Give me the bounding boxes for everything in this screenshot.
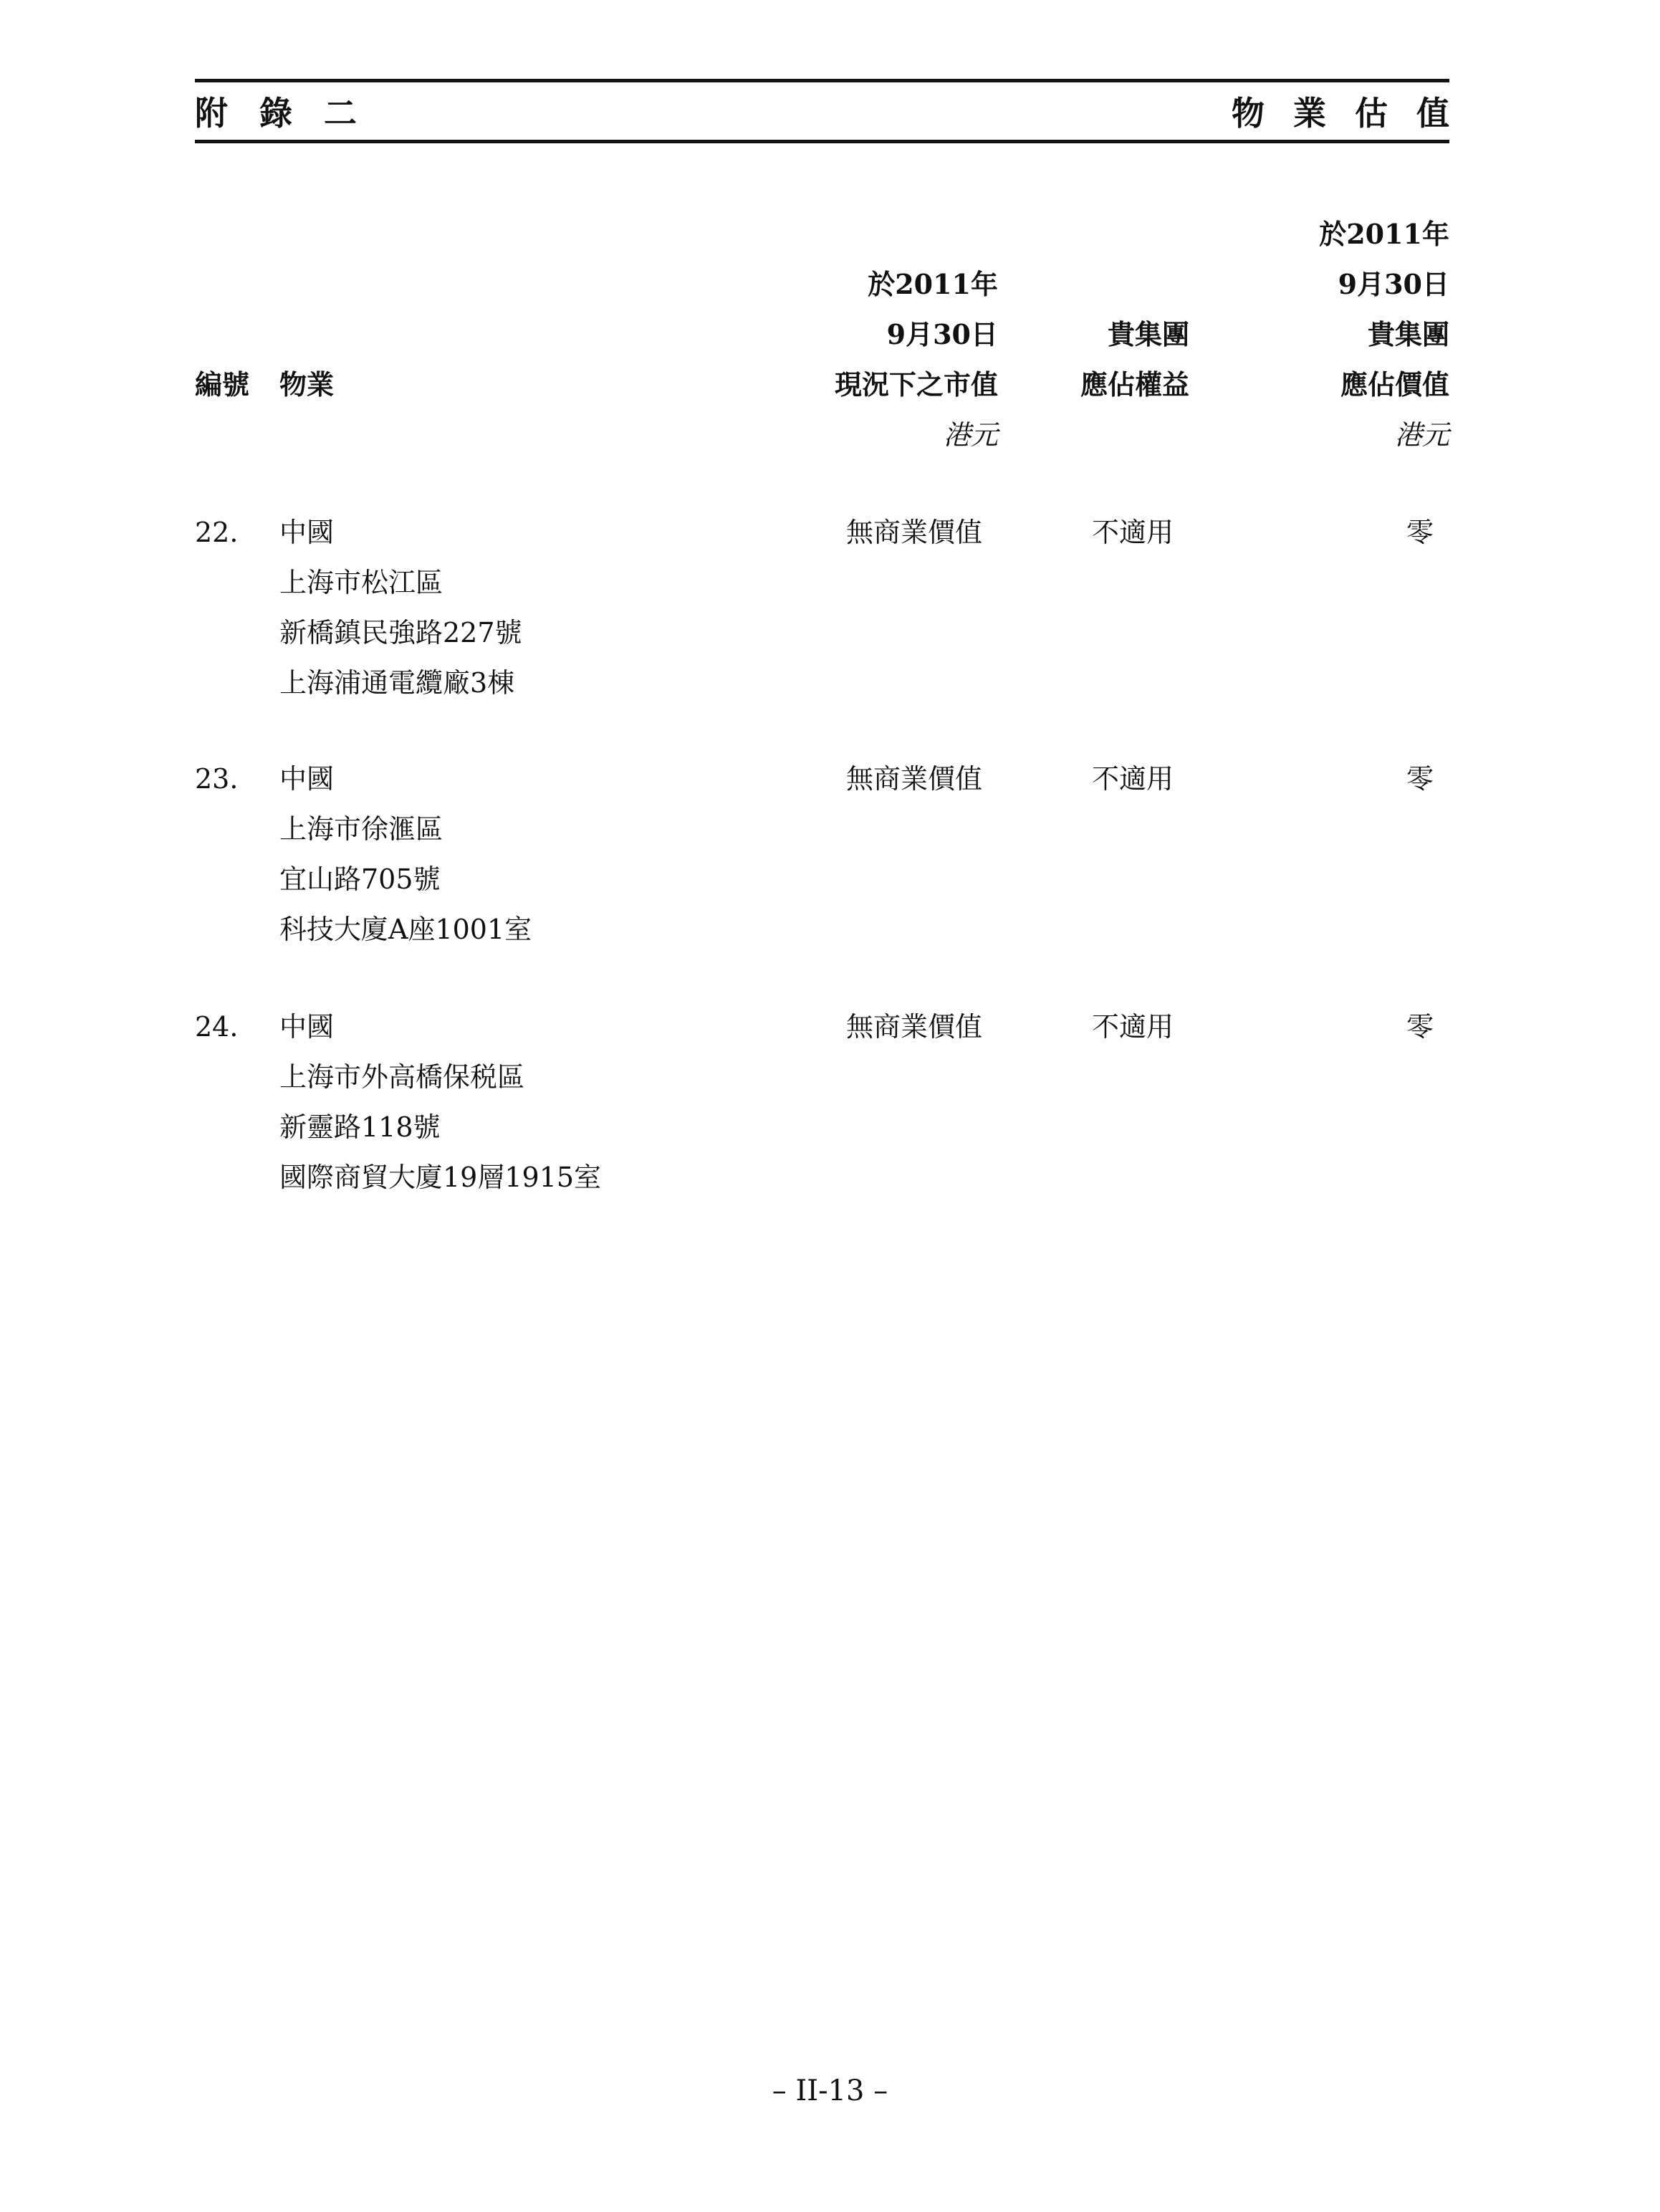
property-address — [279, 507, 522, 708]
attributable-value-header-line1: 於2011年 — [1319, 218, 1449, 250]
address-line: 上海浦通電纜廠3棟 — [279, 667, 515, 699]
appendix-title: 附 錄 二 — [195, 94, 368, 133]
address-line: 科技大廈A座1001室 — [279, 914, 532, 945]
property-number: 22. — [195, 517, 239, 548]
market-value-unit: 港元 — [943, 419, 998, 451]
address-line: 新橋鎮民強路227號 — [279, 617, 522, 648]
address-line: 新靈路118號 — [279, 1111, 441, 1143]
attributable-value-cell: 零 — [1406, 763, 1434, 795]
address-line: 上海市松江區 — [279, 567, 443, 598]
market-value-cell: 無商業價值 — [845, 1011, 982, 1043]
interest-cell: 不適用 — [1091, 1011, 1174, 1043]
attributable-value-header-line2: 9月30日 — [1338, 268, 1449, 300]
section-title: 物 業 估 值 — [1231, 94, 1458, 133]
interest-cell: 不適用 — [1091, 763, 1174, 795]
page-number: – II-13 – — [772, 2074, 888, 2107]
address-line: 宜山路705號 — [279, 863, 441, 895]
column-no-label: 編號 — [195, 368, 250, 401]
property-number: 24. — [195, 1011, 239, 1043]
address-line: 國際商貿大廈19層1915室 — [279, 1162, 602, 1193]
header-row — [195, 82, 1458, 140]
property-number: 23. — [195, 763, 239, 795]
attributable-value-header-line4: 應佔價值 — [1340, 368, 1449, 401]
address-line: 中國 — [279, 763, 335, 795]
page-header — [195, 79, 1458, 143]
address-line: 上海市外高橋保税區 — [279, 1061, 525, 1093]
address-line: 中國 — [279, 1011, 335, 1043]
address-line: 中國 — [279, 517, 335, 548]
column-property-label: 物業 — [279, 368, 335, 401]
attributable-value-header-line3: 貴集團 — [1367, 318, 1449, 350]
market-value-cell: 無商業價值 — [845, 517, 982, 548]
attributable-value-unit: 港元 — [1394, 419, 1449, 451]
property-address — [279, 754, 532, 954]
property-address — [279, 1002, 601, 1202]
attributable-value-cell: 零 — [1406, 517, 1434, 548]
interest-header-line1: 貴集團 — [1107, 318, 1189, 350]
interest-header-line2: 應佔權益 — [1080, 368, 1189, 401]
header-bottom-rule — [195, 140, 1449, 143]
market-value-header-line3: 現況下之市值 — [834, 368, 998, 401]
address-line: 上海市徐滙區 — [279, 813, 443, 845]
attributable-value-cell: 零 — [1406, 1011, 1434, 1043]
market-value-cell: 無商業價值 — [845, 763, 982, 795]
interest-cell: 不適用 — [1091, 517, 1174, 548]
market-value-header-line2: 9月30日 — [886, 318, 998, 350]
market-value-header-line1: 於2011年 — [868, 268, 998, 300]
